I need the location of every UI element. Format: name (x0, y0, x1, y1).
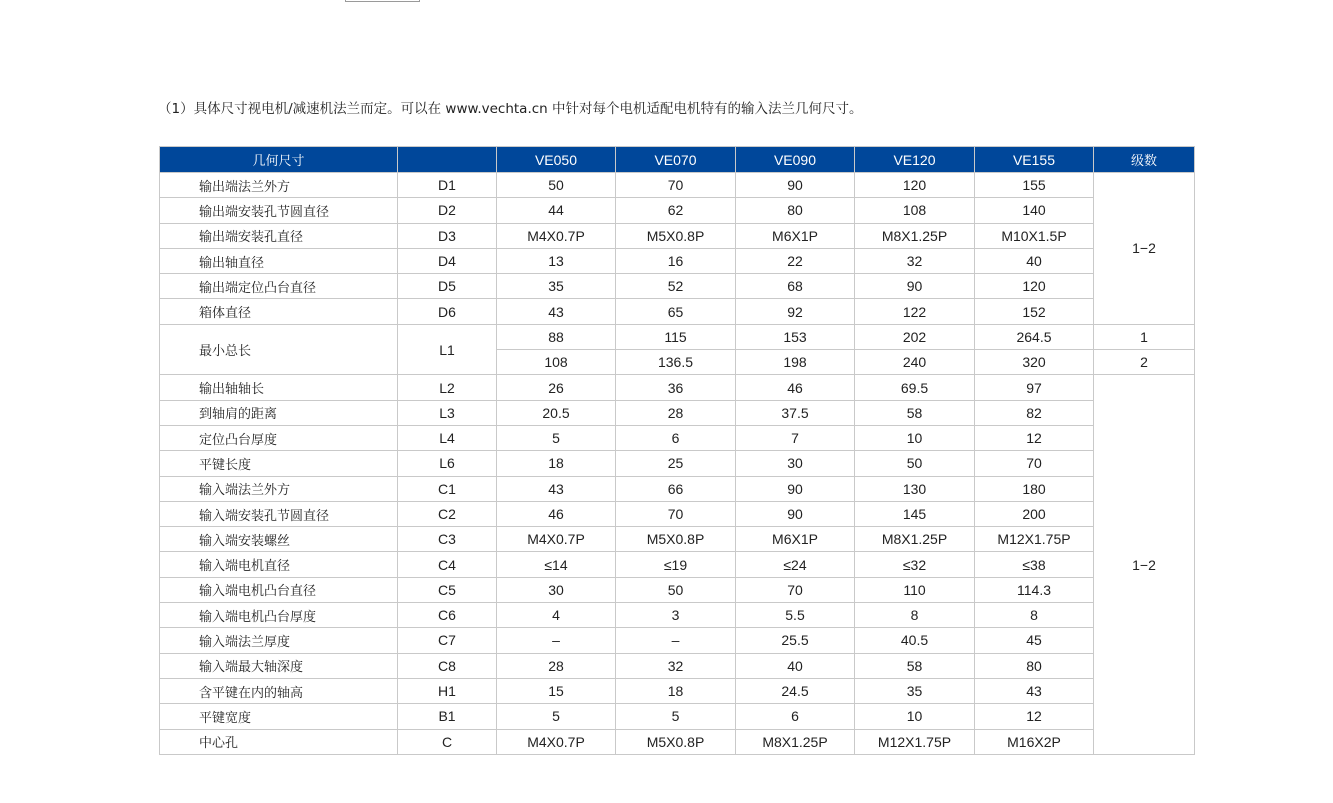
table-cell: M10X1.5P (975, 223, 1094, 248)
table-cell: 70 (736, 577, 855, 602)
row-code: L6 (398, 451, 497, 476)
table-cell: M4X0.7P (497, 729, 616, 754)
table-cell: 45 (975, 628, 1094, 653)
table-cell: 202 (855, 324, 975, 349)
table-cell: 15 (497, 678, 616, 703)
table-cell: 25.5 (736, 628, 855, 653)
table-cell: 43 (975, 678, 1094, 703)
table-cell: 32 (855, 248, 975, 273)
table-cell: 37.5 (736, 400, 855, 425)
table-cell: 40.5 (855, 628, 975, 653)
table-cell: 90 (736, 501, 855, 526)
table-row (160, 603, 1195, 628)
table-cell: M5X0.8P (616, 729, 736, 754)
table-cell: 46 (736, 375, 855, 400)
table-cell: 52 (616, 274, 736, 299)
table-row (160, 451, 1195, 476)
table-cell: ≤19 (616, 552, 736, 577)
row-code: C3 (398, 527, 497, 552)
table-cell: ≤14 (497, 552, 616, 577)
table-cell: 12 (975, 704, 1094, 729)
table-cell: 198 (736, 350, 855, 375)
row-code: C8 (398, 653, 497, 678)
table-row (160, 375, 1195, 400)
table-cell: M5X0.8P (616, 223, 736, 248)
table-cell: 5 (616, 704, 736, 729)
table-cell: 13 (497, 248, 616, 273)
row-name: 输出轴直径 (160, 248, 398, 273)
table-cell: 5 (497, 425, 616, 450)
table-cell: 145 (855, 501, 975, 526)
table-row (160, 400, 1195, 425)
table-cell: 32 (616, 653, 736, 678)
table-cell: 7 (736, 425, 855, 450)
table-cell: 8 (855, 603, 975, 628)
row-code: C4 (398, 552, 497, 577)
table-cell: 58 (855, 653, 975, 678)
table-cell: 152 (975, 299, 1094, 324)
table-cell: 66 (616, 476, 736, 501)
table-cell: M6X1P (736, 527, 855, 552)
table-cell: 97 (975, 375, 1094, 400)
row-name: 输出端定位凸台直径 (160, 274, 398, 299)
table-cell: ≤38 (975, 552, 1094, 577)
table-row (160, 198, 1195, 223)
table-row (160, 299, 1195, 324)
footnote: （1）具体尺寸视电机/减速机法兰而定。可以在 www.vechta.cn 中针对每个电机适配电机特有的输入法兰几何尺寸。 (158, 101, 863, 117)
table-cell: 153 (736, 324, 855, 349)
table-cell: 40 (736, 653, 855, 678)
table-cell: 82 (975, 400, 1094, 425)
table-cell: 120 (855, 173, 975, 198)
row-name: 定位凸台厚度 (160, 425, 398, 450)
row-code: L4 (398, 425, 497, 450)
table-cell: 24.5 (736, 678, 855, 703)
row-name: 箱体直径 (160, 299, 398, 324)
table-row (160, 223, 1195, 248)
table-row (160, 324, 1195, 349)
table-cell: 140 (975, 198, 1094, 223)
table-cell: 50 (497, 173, 616, 198)
table-cell: M5X0.8P (616, 527, 736, 552)
table-cell: 18 (616, 678, 736, 703)
table-row (160, 729, 1195, 754)
level-cell: 1 (1094, 324, 1195, 349)
table-cell: 5.5 (736, 603, 855, 628)
table-row (160, 173, 1195, 198)
table-cell: 43 (497, 299, 616, 324)
table-cell: 69.5 (855, 375, 975, 400)
table-cell: 88 (497, 324, 616, 349)
header-cell: 级数 (1094, 147, 1195, 173)
table-cell: M6X1P (736, 223, 855, 248)
row-name: 输入端电机直径 (160, 552, 398, 577)
table-cell: M16X2P (975, 729, 1094, 754)
row-name: 输入端法兰外方 (160, 476, 398, 501)
row-code: D3 (398, 223, 497, 248)
table-cell: 110 (855, 577, 975, 602)
table-row (160, 425, 1195, 450)
table-row (160, 476, 1195, 501)
table-cell: 16 (616, 248, 736, 273)
table-row (160, 704, 1195, 729)
table-cell: 5 (497, 704, 616, 729)
header-cell: VE050 (497, 147, 616, 173)
table-row (160, 248, 1195, 273)
row-code: C6 (398, 603, 497, 628)
table-cell: 35 (497, 274, 616, 299)
table-row (160, 577, 1195, 602)
row-name: 输出轴轴长 (160, 375, 398, 400)
table-cell: 10 (855, 425, 975, 450)
table-cell: – (497, 628, 616, 653)
table-cell: 200 (975, 501, 1094, 526)
table-cell: 90 (736, 173, 855, 198)
level-cell: 1−2 (1094, 375, 1195, 754)
header-cell: VE070 (616, 147, 736, 173)
table-cell: 12 (975, 425, 1094, 450)
table-row (160, 527, 1195, 552)
table-cell: 35 (855, 678, 975, 703)
header-cell: VE120 (855, 147, 975, 173)
row-code: H1 (398, 678, 497, 703)
header-cell: VE090 (736, 147, 855, 173)
table-cell: 28 (497, 653, 616, 678)
table-cell: 320 (975, 350, 1094, 375)
table-cell: 30 (736, 451, 855, 476)
table-cell: ≤32 (855, 552, 975, 577)
table-cell: 36 (616, 375, 736, 400)
table-cell: 70 (975, 451, 1094, 476)
table-cell: 114.3 (975, 577, 1094, 602)
table-cell: 180 (975, 476, 1094, 501)
table-cell: 80 (975, 653, 1094, 678)
table-cell: 240 (855, 350, 975, 375)
row-code: C5 (398, 577, 497, 602)
table-cell: M8X1.25P (855, 527, 975, 552)
table-cell: ≤24 (736, 552, 855, 577)
row-code: C7 (398, 628, 497, 653)
table-cell: 62 (616, 198, 736, 223)
table-cell: 40 (975, 248, 1094, 273)
row-name: 输入端最大轴深度 (160, 653, 398, 678)
table-cell: 3 (616, 603, 736, 628)
table-cell: 44 (497, 198, 616, 223)
table-cell: 58 (855, 400, 975, 425)
row-name: 输出端安装孔节圆直径 (160, 198, 398, 223)
table-cell: M4X0.7P (497, 223, 616, 248)
table-cell: 108 (855, 198, 975, 223)
table-row (160, 552, 1195, 577)
table-cell: 8 (975, 603, 1094, 628)
table-cell: 108 (497, 350, 616, 375)
header-row (160, 147, 1195, 173)
row-name: 平键长度 (160, 451, 398, 476)
table-cell: 10 (855, 704, 975, 729)
table-cell: 50 (855, 451, 975, 476)
row-name: 平键宽度 (160, 704, 398, 729)
table-cell: M8X1.25P (855, 223, 975, 248)
table-row (160, 274, 1195, 299)
table-cell: M4X0.7P (497, 527, 616, 552)
row-code: L1 (398, 324, 497, 375)
table-cell: 4 (497, 603, 616, 628)
table-cell: 26 (497, 375, 616, 400)
level-cell: 2 (1094, 350, 1195, 375)
table-cell: 120 (975, 274, 1094, 299)
table-cell: 90 (855, 274, 975, 299)
table-cell: 28 (616, 400, 736, 425)
table-cell: 65 (616, 299, 736, 324)
table-cell: 136.5 (616, 350, 736, 375)
row-code: B1 (398, 704, 497, 729)
table-cell: 46 (497, 501, 616, 526)
header-cell (398, 147, 497, 173)
table-cell: 25 (616, 451, 736, 476)
table-cell: 80 (736, 198, 855, 223)
row-code: C (398, 729, 497, 754)
table-row (160, 678, 1195, 703)
row-code: C1 (398, 476, 497, 501)
row-name: 输出端法兰外方 (160, 173, 398, 198)
row-code: L3 (398, 400, 497, 425)
row-code: D4 (398, 248, 497, 273)
header-cell: VE155 (975, 147, 1094, 173)
table-cell: 264.5 (975, 324, 1094, 349)
header-cell: 几何尺寸 (160, 147, 398, 173)
row-code: L2 (398, 375, 497, 400)
row-name: 到轴肩的距离 (160, 400, 398, 425)
top-edge-fragment (345, 0, 420, 2)
table-cell: 18 (497, 451, 616, 476)
row-name: 输入端电机凸台直径 (160, 577, 398, 602)
table-row (160, 653, 1195, 678)
table-cell: 6 (616, 425, 736, 450)
table-cell: 70 (616, 173, 736, 198)
table-cell: M12X1.75P (855, 729, 975, 754)
table-cell: 90 (736, 476, 855, 501)
table-cell: 30 (497, 577, 616, 602)
table-cell: 20.5 (497, 400, 616, 425)
row-code: D1 (398, 173, 497, 198)
table-cell: M8X1.25P (736, 729, 855, 754)
table-cell: 50 (616, 577, 736, 602)
table-cell: 115 (616, 324, 736, 349)
table-cell: 155 (975, 173, 1094, 198)
table-cell: 70 (616, 501, 736, 526)
row-code: D2 (398, 198, 497, 223)
dimensions-table (159, 146, 1195, 755)
table-row (160, 501, 1195, 526)
row-name: 最小总长 (160, 324, 398, 375)
table-cell: M12X1.75P (975, 527, 1094, 552)
row-name: 输入端安装孔节圆直径 (160, 501, 398, 526)
table-cell: 6 (736, 704, 855, 729)
row-name: 含平键在内的轴高 (160, 678, 398, 703)
table-cell: 22 (736, 248, 855, 273)
row-name: 输出端安装孔直径 (160, 223, 398, 248)
row-code: C2 (398, 501, 497, 526)
row-code: D6 (398, 299, 497, 324)
table-cell: – (616, 628, 736, 653)
level-cell: 1−2 (1094, 173, 1195, 325)
row-name: 输入端电机凸台厚度 (160, 603, 398, 628)
row-name: 输入端法兰厚度 (160, 628, 398, 653)
table-cell: 122 (855, 299, 975, 324)
table-row (160, 628, 1195, 653)
table-cell: 43 (497, 476, 616, 501)
table-cell: 92 (736, 299, 855, 324)
row-code: D5 (398, 274, 497, 299)
table-cell: 130 (855, 476, 975, 501)
table-cell: 68 (736, 274, 855, 299)
row-name: 输入端安装螺丝 (160, 527, 398, 552)
row-name: 中心孔 (160, 729, 398, 754)
